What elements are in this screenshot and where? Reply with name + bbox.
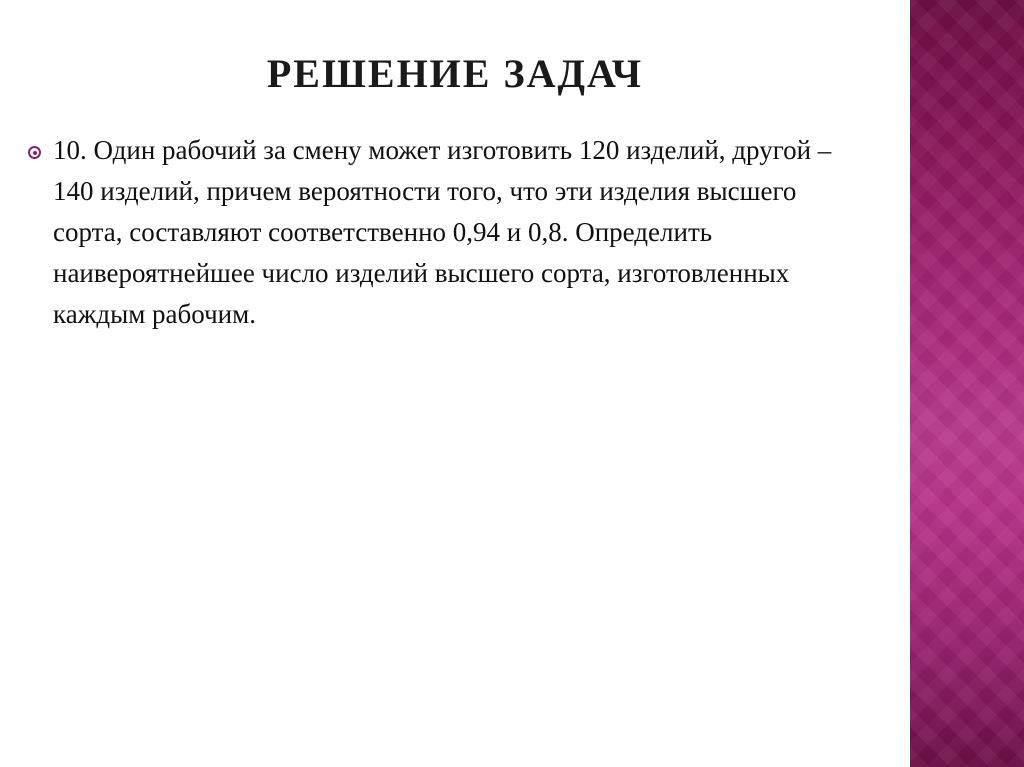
slide-body	[28, 130, 868, 335]
decorative-band-edge	[907, 0, 910, 767]
list-item	[28, 130, 868, 335]
circle-dot-bullet-icon	[28, 146, 41, 159]
decorative-side-band	[910, 0, 1024, 767]
list-item-text: 10. Один рабочий за смену может изготовить 120 изделий, другой – 140 изделий, причем вероятности того, что эти изделия высшего сорта, составляют соответственно 0,94 и 0,8. Определить наивероятнейшее число изделий высшего сорта, изготовленных каждым рабочим.	[53, 135, 832, 329]
page-title: РЕШЕНИЕ ЗАДАЧ	[266, 51, 644, 96]
